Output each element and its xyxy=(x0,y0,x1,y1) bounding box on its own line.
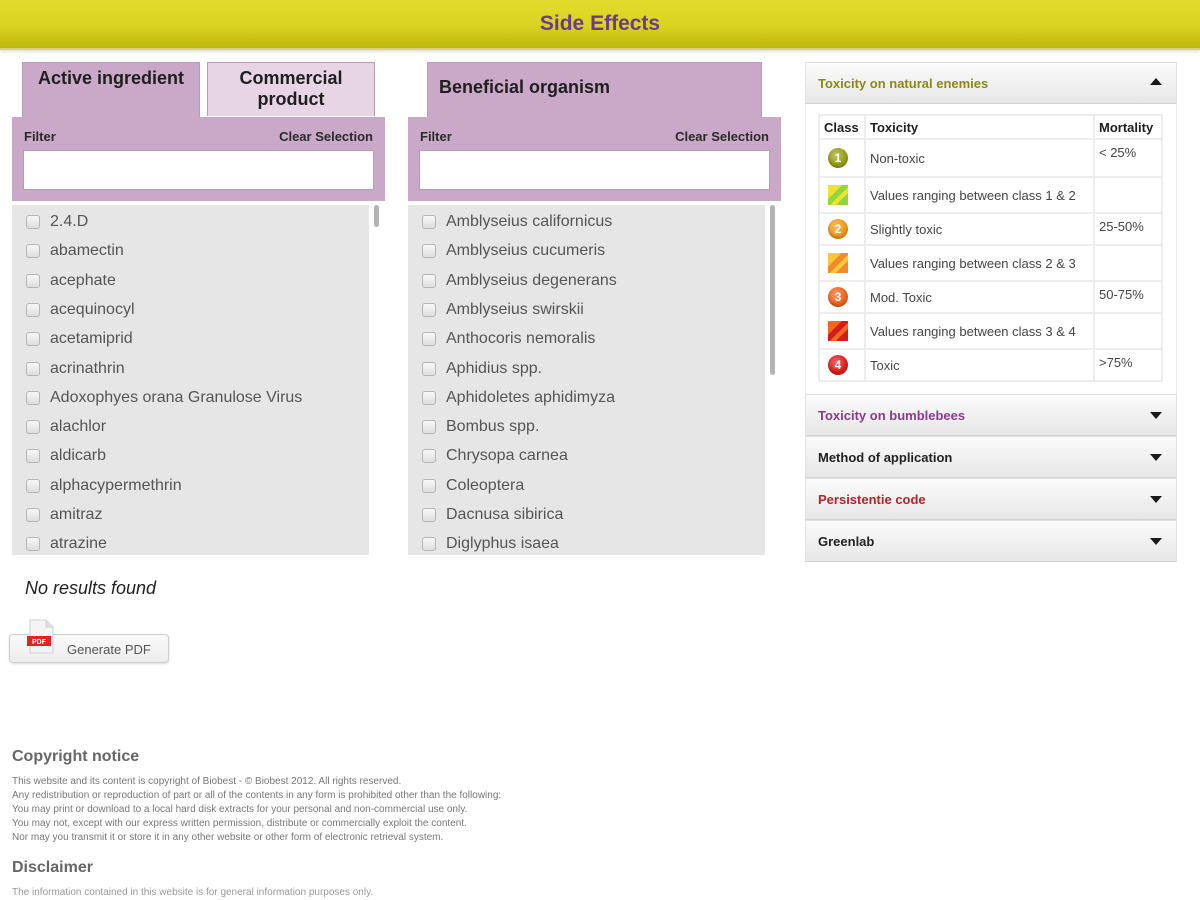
col-mortality: Mortality xyxy=(1094,115,1162,139)
item-label: Amblyseius swirskii xyxy=(446,300,584,318)
item-label: acequinocyl xyxy=(50,300,135,318)
toxicity-legend xyxy=(805,104,1177,394)
toxicity-row xyxy=(819,177,1162,213)
list-item[interactable] xyxy=(422,270,617,292)
accordion-persistentie-code[interactable] xyxy=(805,478,1177,520)
tab-label: Active ingredient xyxy=(37,68,185,88)
item-label: alachlor xyxy=(50,418,107,436)
mortality-cell: >75% xyxy=(1094,349,1162,381)
list-item[interactable] xyxy=(422,416,539,438)
list-item[interactable] xyxy=(422,328,595,350)
list-item[interactable] xyxy=(26,533,107,555)
copyright-title: Copyright notice xyxy=(12,748,140,765)
list-item[interactable] xyxy=(26,299,135,321)
chevron-down-icon xyxy=(1150,496,1162,503)
item-label: Aphidius spp. xyxy=(446,359,543,377)
class-3-badge-icon: 3 xyxy=(828,287,848,307)
checkbox[interactable] xyxy=(26,274,40,288)
filter-label: Filter xyxy=(24,129,56,144)
class-2-badge-icon: 2 xyxy=(828,219,848,239)
accordion-toxicity-natural-enemies[interactable] xyxy=(805,62,1177,104)
chevron-down-icon xyxy=(1150,412,1162,419)
mortality-cell: 25-50% xyxy=(1094,213,1162,245)
filter-input[interactable] xyxy=(23,150,374,190)
beneficial-organism-list[interactable] xyxy=(408,205,765,555)
accordion-label: Toxicity on natural enemies xyxy=(818,76,989,91)
checkbox[interactable] xyxy=(422,274,436,288)
header-bar xyxy=(0,0,1200,50)
copyright-line: You may print or download to a local hard disk extracts for your personal and non-commercial use only. xyxy=(12,804,468,815)
class-cell xyxy=(819,245,865,281)
toxicity-row xyxy=(819,313,1162,349)
toxicity-row xyxy=(819,281,1162,313)
checkbox[interactable] xyxy=(422,303,436,317)
item-label: Adoxophyes orana Granulose Virus xyxy=(50,388,303,406)
checkbox[interactable] xyxy=(26,332,40,346)
checkbox[interactable] xyxy=(422,244,436,258)
checkbox[interactable] xyxy=(26,449,40,463)
item-label: Aphidoletes aphidimyza xyxy=(446,388,615,406)
list-item[interactable] xyxy=(26,387,302,409)
toxicity-cell: Mod. Toxic xyxy=(865,281,1094,313)
item-label: atrazine xyxy=(50,535,107,553)
item-label: Anthocoris nemoralis xyxy=(446,330,596,348)
mortality-cell: 50-75% xyxy=(1094,281,1162,313)
item-label: Amblyseius cucumeris xyxy=(446,242,606,260)
mortality-cell xyxy=(1094,177,1162,213)
list-item[interactable] xyxy=(26,211,88,233)
item-label: 2.4.D xyxy=(50,213,89,230)
accordion-label: Method of application xyxy=(818,450,953,465)
checkbox[interactable] xyxy=(26,537,40,551)
col-toxicity: Toxicity xyxy=(865,115,1094,139)
list-item[interactable] xyxy=(26,270,116,292)
tab-active-ingredient[interactable] xyxy=(22,62,200,118)
class-cell xyxy=(819,313,865,349)
class-1-badge-icon: 1 xyxy=(828,148,848,168)
disclaimer-title: Disclaimer xyxy=(12,859,93,876)
toxicity-row xyxy=(819,245,1162,281)
item-label: acrinathrin xyxy=(50,359,125,377)
filter-input[interactable] xyxy=(419,150,770,190)
checkbox[interactable] xyxy=(26,215,40,229)
item-label: abamectin xyxy=(50,242,124,260)
checkbox[interactable] xyxy=(422,449,436,463)
page-title: Side Effects xyxy=(539,12,661,35)
range-swatch-icon xyxy=(828,253,848,273)
toxicity-table xyxy=(818,114,1163,382)
mortality-cell xyxy=(1094,313,1162,349)
item-label: Chrysopa carnea xyxy=(446,447,568,465)
mortality-cell xyxy=(1094,245,1162,281)
checkbox[interactable] xyxy=(26,244,40,258)
generate-pdf-button[interactable] xyxy=(9,634,169,663)
toxicity-cell: Non-toxic xyxy=(865,139,1094,177)
checkbox[interactable] xyxy=(26,508,40,522)
toxicity-cell: Toxic xyxy=(865,349,1094,381)
class-cell xyxy=(819,349,865,381)
toxicity-cell: Values ranging between class 2 & 3 xyxy=(865,245,1094,281)
class-cell xyxy=(819,213,865,245)
chevron-down-icon xyxy=(1150,538,1162,545)
item-label: acephate xyxy=(50,271,116,289)
list-item[interactable] xyxy=(422,240,605,262)
range-swatch-icon xyxy=(828,185,848,205)
toxicity-row xyxy=(819,213,1162,245)
list-item[interactable] xyxy=(422,387,615,409)
item-label: Coleoptera xyxy=(446,476,525,494)
class-cell xyxy=(819,177,865,213)
accordion-label: Greenlab xyxy=(818,534,875,549)
checkbox[interactable] xyxy=(26,479,40,493)
toxicity-cell: Slightly toxic xyxy=(865,213,1094,245)
checkbox[interactable] xyxy=(422,362,436,376)
toxicity-cell: Values ranging between class 1 & 2 xyxy=(865,177,1094,213)
item-label: Dacnusa sibirica xyxy=(446,506,564,523)
scrollbar[interactable] xyxy=(374,205,379,227)
list-item[interactable] xyxy=(422,211,612,233)
class-cell xyxy=(819,139,865,177)
checkbox[interactable] xyxy=(422,537,436,551)
item-label: Amblyseius degenerans xyxy=(446,271,617,289)
active-ingredient-list[interactable] xyxy=(12,205,369,555)
item-label: Amblyseius californicus xyxy=(446,213,613,230)
mortality-cell: < 25% xyxy=(1094,139,1162,177)
chevron-up-icon xyxy=(1150,78,1162,85)
list-item[interactable] xyxy=(422,475,524,497)
filter-label: Filter xyxy=(420,129,452,144)
generate-pdf-label: Generate PDF xyxy=(67,642,151,657)
list-item[interactable] xyxy=(422,533,559,555)
tab-label: Commercial product xyxy=(239,68,343,109)
list-item[interactable] xyxy=(422,358,542,380)
range-swatch-icon xyxy=(828,321,848,341)
checkbox[interactable] xyxy=(422,420,436,434)
item-label: Bombus spp. xyxy=(446,418,540,436)
checkbox[interactable] xyxy=(26,420,40,434)
item-label: Diglyphus isaea xyxy=(446,535,559,553)
tab-beneficial-organism[interactable] xyxy=(427,62,762,118)
accordion-label: Persistentie code xyxy=(818,492,926,507)
disclaimer-text: The information contained in this website is for general information purposes only. xyxy=(12,887,374,898)
list-item[interactable] xyxy=(26,504,102,526)
checkbox[interactable] xyxy=(422,391,436,405)
class-cell xyxy=(819,281,865,313)
list-item[interactable] xyxy=(26,240,124,262)
checkbox[interactable] xyxy=(422,508,436,522)
item-label: acetamiprid xyxy=(50,330,133,348)
checkbox[interactable] xyxy=(26,391,40,405)
pdf-file-icon xyxy=(26,619,56,655)
svg-text:PDF: PDF xyxy=(32,639,46,646)
toxicity-cell: Values ranging between class 3 & 4 xyxy=(865,313,1094,349)
accordion-label: Toxicity on bumblebees xyxy=(818,408,966,423)
list-item[interactable] xyxy=(422,445,568,467)
checkbox[interactable] xyxy=(422,332,436,346)
toxicity-row xyxy=(819,139,1162,177)
scrollbar[interactable] xyxy=(770,205,775,375)
tab-label: Beneficial organism xyxy=(439,77,611,97)
copyright-line: This website and its content is copyright of Biobest - © Biobest 2012. All rights reserved. xyxy=(12,776,402,787)
item-label: alphacypermethrin xyxy=(50,476,182,494)
filter-box xyxy=(408,117,781,201)
list-item[interactable] xyxy=(26,445,106,467)
col-class: Class xyxy=(819,115,865,139)
tab-commercial-product[interactable] xyxy=(207,62,375,116)
accordion-method-of-application[interactable] xyxy=(805,436,1177,478)
checkbox[interactable] xyxy=(422,215,436,229)
info-accordion xyxy=(805,62,1177,562)
checkbox[interactable] xyxy=(26,362,40,376)
no-results-message: No results found xyxy=(25,578,157,598)
list-item[interactable] xyxy=(26,475,182,497)
list-item[interactable] xyxy=(422,504,563,526)
copyright-line: Any redistribution or reproduction of part or all of the contents in any form is prohibited other than the following: xyxy=(12,790,502,801)
list-item[interactable] xyxy=(26,358,125,380)
copyright-text xyxy=(12,775,1192,845)
list-item[interactable] xyxy=(26,416,106,438)
checkbox[interactable] xyxy=(26,303,40,317)
clear-selection-link[interactable]: Clear Selection xyxy=(279,129,373,144)
toxicity-row xyxy=(819,349,1162,381)
chevron-down-icon xyxy=(1150,454,1162,461)
checkbox[interactable] xyxy=(422,479,436,493)
item-label: amitraz xyxy=(50,506,103,523)
accordion-toxicity-bumblebees[interactable] xyxy=(805,394,1177,436)
footer xyxy=(12,748,1192,900)
list-item[interactable] xyxy=(26,328,133,350)
copyright-line: Nor may you transmit it or store it in any other website or other form of electronic retrieval system. xyxy=(12,832,444,843)
list-item[interactable] xyxy=(422,299,584,321)
class-4-badge-icon: 4 xyxy=(828,355,848,375)
copyright-line: You may not, except with our express written permission, distribute or commercially exploit the content. xyxy=(12,818,467,829)
accordion-greenlab[interactable] xyxy=(805,520,1177,562)
item-label: aldicarb xyxy=(50,447,107,465)
clear-selection-link[interactable]: Clear Selection xyxy=(675,129,769,144)
filter-box xyxy=(12,117,385,201)
